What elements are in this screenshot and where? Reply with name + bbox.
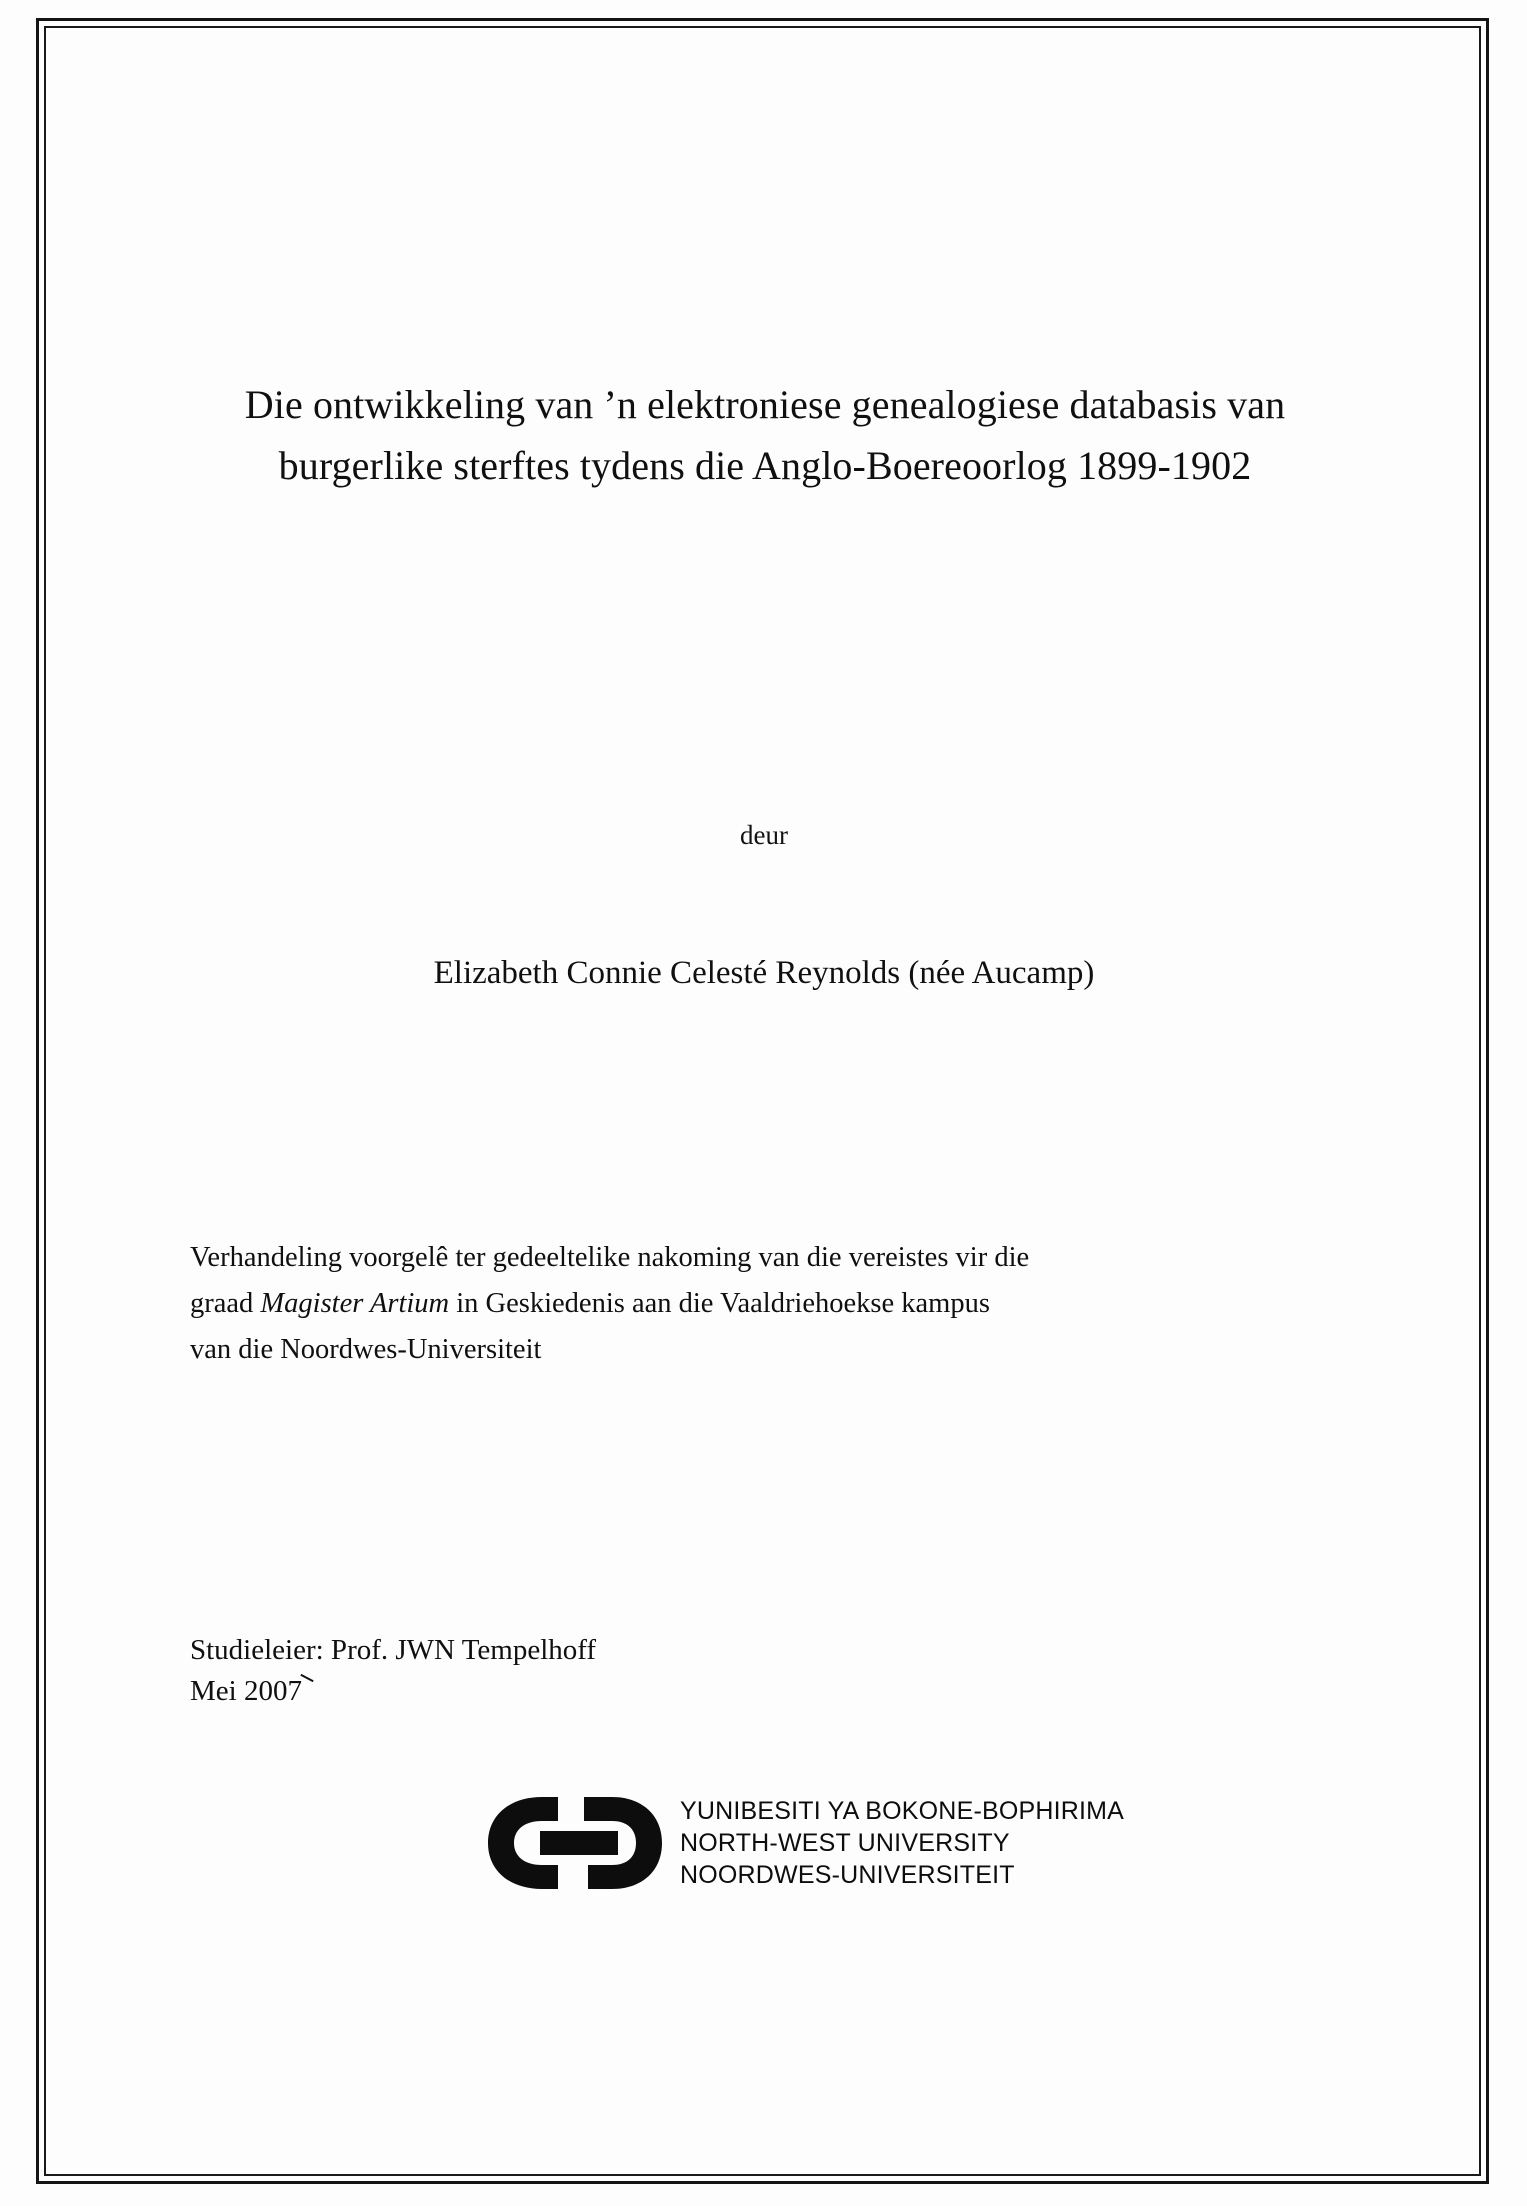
degree-name-italic: Magister Artium [260,1288,450,1320]
degree-statement-line-3: van die Noordwes-Universiteit [190,1334,542,1366]
page-content [150,60,1378,2140]
university-logo [480,1785,1125,1905]
author-name: Elizabeth Connie Celesté Reynolds (née Aucamp) [433,955,1095,991]
supervisor-line: Studieleier: Prof. JWN Tempelhoff [190,1634,597,1666]
by-label: deur [740,820,788,850]
logo-text-line-2: NORTH-WEST UNIVERSITY [680,1829,1010,1857]
logo-text-line-1: YUNIBESITI YA BOKONE-BOPHIRIMA [680,1797,1125,1825]
page-title [180,375,1350,497]
date-line: Mei 2007 [190,1675,302,1708]
pen-mark-icon [300,1674,313,1682]
degree-statement-line-2 [190,1281,1310,1327]
degree-statement-line-2-after: in Geskiedenis aan die Vaaldriehoekse kampus [449,1288,990,1320]
degree-statement [190,1235,1310,1373]
degree-statement-line-2-before: graad [190,1288,261,1320]
university-logo-text [680,1795,1124,1891]
degree-statement-line-1: Verhandeling voorgelê ter gedeeltelike nakoming van die vereistes vir die [190,1242,1030,1273]
title-line-2: burgerlike sterftes tydens die Anglo-Boereoorlog 1899-1902 [278,442,1252,488]
supervisor-block [190,1630,1190,1712]
date-line-wrap [190,1671,302,1712]
north-west-university-logo-icon [480,1791,670,1895]
title-line-1: Die ontwikkeling van ’n elektroniese genealogiese databasis van [244,382,1286,427]
logo-text-line-3: NOORDWES-UNIVERSITEIT [680,1861,1015,1889]
